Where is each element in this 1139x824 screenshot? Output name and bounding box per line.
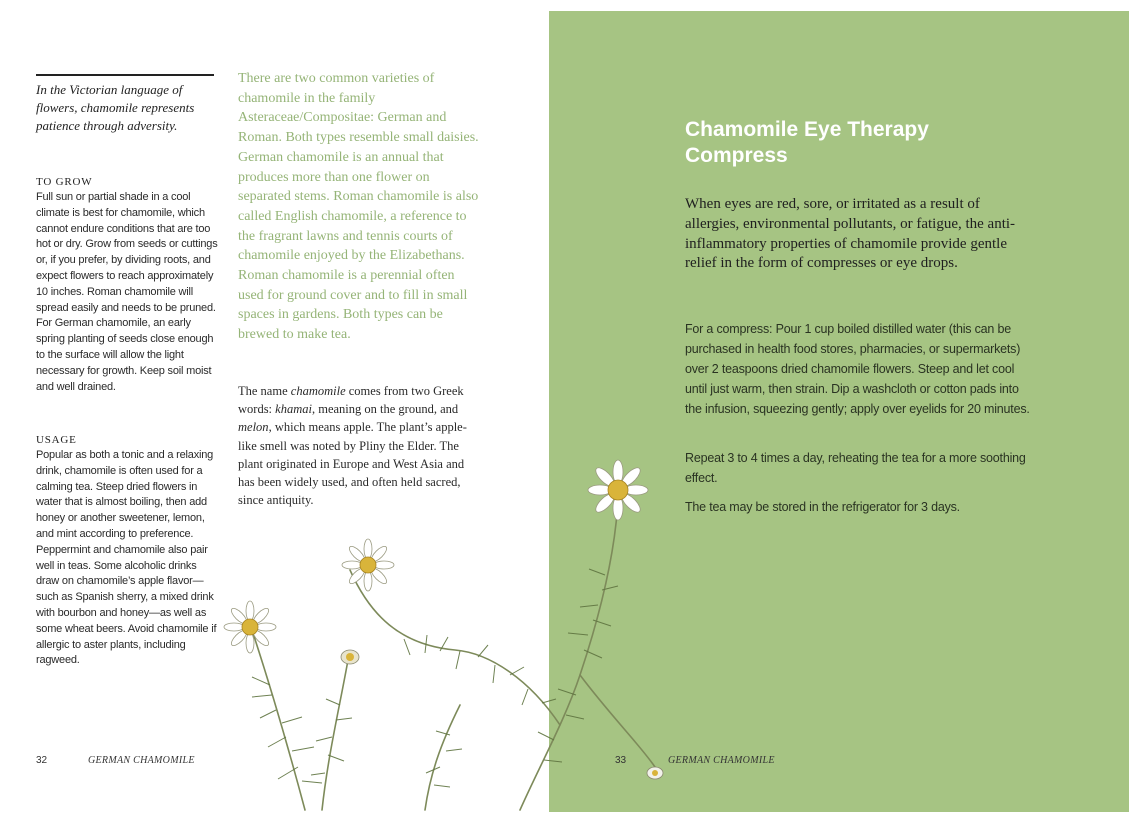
name-text-part: The name (238, 384, 291, 398)
left-running-head: GERMAN CHAMOMILE (88, 755, 195, 766)
name-text-emphasis: melon (238, 420, 269, 435)
quote-rule (36, 74, 214, 76)
panel-title: Chamomile Eye Therapy Compress (685, 118, 929, 167)
varieties-text: There are two common varieties of chamomile in the family Asteraceae/Compositae: German and Roman. Both types resemble small daisies. German chamomile is an annual that produces more than one flower on separated stems. Roman chamomile is also called English chamomile, a reference to the fragrant lawns and tennis courts of chamomile enjoyed by the Elizabethans. Roman chamomile is a perennial often used for ground cover and to fill in small spaces in gardens. Both types can be brewed to make tea. (238, 71, 479, 343)
name-text-part: , which means apple. The plant’s apple-like smell was noted by Pliny the Elder. The plant originated in Europe and West Asia and has been widely used, and often held sacred, since antiquity. (238, 420, 467, 508)
victorian-quote: In the Victorian language of flowers, chamomile represents patience through adversity. (36, 82, 195, 133)
usage-body: Popular as both a tonic and a relaxing drink, chamomile is often used for a calming tea. Steep dried flowers in water that is almost boiling, then add honey or another sweetener, lemon, and mint according to preference. Peppermint and chamomile also pair well in teas. Some alcoholic drinks draw on chamomile’s apple flavor—such as Spanish sherry, a mixed drink with bourbon and honey—as well as some wheat beers. Avoid chamomile if allergic to aster plants, including ragweed. (36, 449, 217, 667)
panel-lead: When eyes are red, sore, or irritated as a result of allergies, environmental pollutants, or fatigue, the anti-inflammatory properties of chamomile provide gentle relief in the form of compresses or eye drops. (685, 196, 1016, 272)
repeat-paragraph: Repeat 3 to 4 times a day, reheating the tea for a more soothing effect. (685, 451, 1026, 485)
to-grow-body: Full sun or partial shade in a cool climate is best for chamomile, which cannot endure conditions that are too hot or dry. Grow from seeds or cuttings or, if you prefer, by dividing roots, and expect flowers to reach approximately 10 inches. Roman chamomile will spread easily and needs to be pruned. For German chamomile, an early spring planting of seeds close enough to the surface will allow the light necessary for growth. Keep soil moist and well drained. (36, 191, 218, 393)
compress-paragraph: For a compress: Pour 1 cup boiled distilled water (this can be purchased in health food stores, pharmacies, or supermarkets) over 2 teaspoons dried chamomile flowers. Steep and let cool until just warm, then strain. Dip a washcloth or cotton pads into the infusion, squeezing gently; apply over eyelids for 20 minutes. (685, 322, 1030, 416)
storage-paragraph: The tea may be stored in the refrigerator for 3 days. (685, 500, 960, 514)
name-text-emphasis: khamai (275, 402, 312, 417)
name-text-emphasis: chamomile (290, 384, 346, 398)
name-text-part: , meaning on the ground, and (311, 402, 459, 417)
name-text-part: comes from two Greek words: (238, 384, 464, 417)
chamomile-plant-illustration (210, 455, 670, 815)
left-folio: 32 (36, 755, 48, 766)
usage-heading: USAGE (36, 434, 77, 446)
right-running-head: GERMAN CHAMOMILE (668, 755, 775, 766)
right-folio: 33 (615, 755, 627, 766)
to-grow-heading: TO GROW (36, 176, 93, 188)
